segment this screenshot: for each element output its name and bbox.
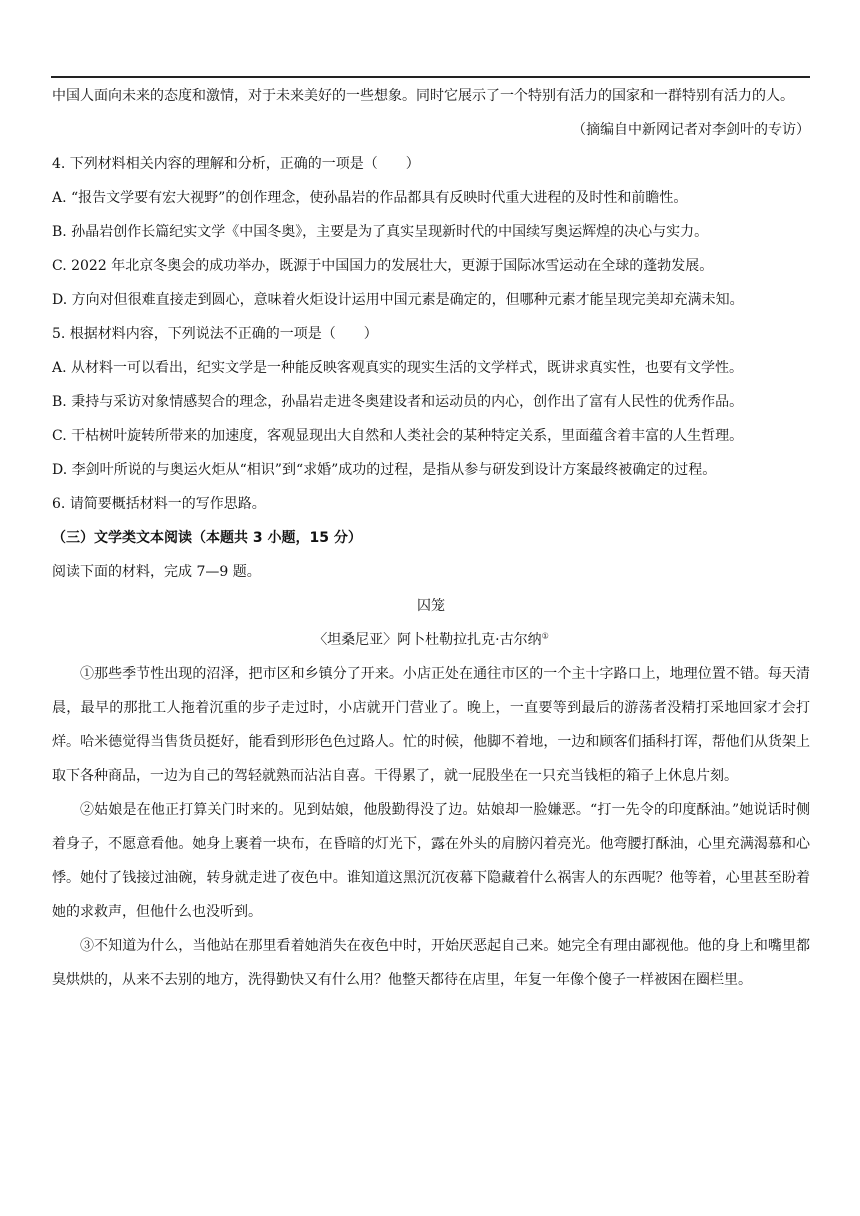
content (52, 79, 810, 997)
question-stem: 4. 下列材料相关内容的理解和分析，正确的一项是（ ） (52, 156, 420, 172)
section-instruction: 阅读下面的材料，完成 7—9 题。 (52, 564, 261, 580)
option-b: B. 秉持与采访对象情感契合的理念，孙晶岩走进冬奥建设者和运动员的内心，创作出了富有人民性的优秀作品。 (52, 394, 744, 410)
story-paragraph-1: ①那些季节性出现的沼泽，把市区和乡镇分了开来。小店正处在通往市区的一个主十字路口上，地理位置不错。每天清晨，最早的那批工人拖着沉重的步子走过时，小店就开门营业了。晚上，一直要等到最后的游荡者没精打采地回家才会打烊。哈米德觉得当售货员挺好，能看到形形色色过路人。忙的时候，他脚不着地，一边和顾客们插科打诨，帮他们从货架上取下各种商品，一边为自己的驾轻就熟而沾沾自喜。干得累了，就一屁股坐在一只充当钱柜的箱子上休息片刻。 (52, 666, 810, 784)
intro-paragraph: 中国人面向未来的态度和激情，对于未来美好的一些想象。同时它展示了一个特别有活力的国家和一群特别有活力的人。 (52, 88, 794, 104)
question-stem: 5. 根据材料内容，下列说法不正确的一项是（ ） (52, 326, 378, 342)
section-heading: （三）文学类文本阅读（本题共 3 小题，15 分） (52, 530, 362, 546)
option-a: A. “报告文学要有宏大视野”的创作理念，使孙晶岩的作品都具有反映时代重大进程的及时性和前瞻性。 (52, 190, 688, 206)
story-paragraph-2: ②姑娘是在他正打算关门时来的。见到姑娘，他殷勤得没了边。姑娘却一脸嫌恶。“打一先令的印度酥油。”她说话时侧着身子，不愿意看他。她身上裹着一块布，在昏暗的灯光下，露在外头的肩膀闪着亮光。他弯腰打酥油，心里充满渴慕和心悸。她付了钱接过油碗，转身就走进了夜色中。谁知道这黑沉沉夜幕下隐藏着什么祸害人的东西呢？他等着，心里甚至盼着她的求救声，但他什么也没听到。 (52, 802, 810, 920)
option-b: B. 孙晶岩创作长篇纪实文学《中国冬奥》，主要是为了真实呈现新时代的中国续写奥运辉煌的决心与实力。 (52, 224, 709, 240)
option-c: C. 干枯树叶旋转所带来的加速度，客观显现出大自然和人类社会的某种特定关系，里面蕴含着丰富的人生哲理。 (52, 428, 744, 444)
question-4 (52, 147, 810, 317)
option-d: D. 李剑叶所说的与奥运火炬从“相识”到“求婚”成功的过程，是指从参与研发到设计方案最终被确定的过程。 (52, 462, 717, 478)
top-rule (51, 76, 810, 78)
option-d: D. 方向对但很难直接走到圆心，意味着火炬设计运用中国元素是确定的，但哪种元素才能呈现完美却充满未知。 (52, 292, 744, 308)
question-stem: 6. 请简要概括材料一的写作思路。 (52, 496, 266, 512)
story-author (52, 623, 810, 657)
option-c: C. 2022 年北京冬奥会的成功举办，既源于中国国力的发展壮大，更源于国际冰雪运动在全球的蓬勃发展。 (52, 258, 714, 274)
story-paragraph-3: ③不知道为什么，当他站在那里看着她消失在夜色中时，开始厌恶起自己来。她完全有理由鄙视他。他的身上和嘴里都臭烘烘的，从来不去别的地方，洗得勤快又有什么用？他整天都待在店里，年复一年像个傻子一样被困在圈栏里。 (52, 938, 810, 988)
footnote-mark: ① (541, 631, 549, 641)
author-name: 〈坦桑尼亚〉阿卜杜勒拉扎克·古尔纳 (313, 632, 542, 648)
story-title: 囚笼 (417, 598, 445, 614)
question-6 (52, 487, 810, 521)
source-note: （摘编自中新网记者对李剑叶的专访） (572, 122, 810, 138)
option-a: A. 从材料一可以看出，纪实文学是一种能反映客观真实的现实生活的文学样式，既讲求真实性，也要有文学性。 (52, 360, 744, 376)
question-5 (52, 317, 810, 487)
